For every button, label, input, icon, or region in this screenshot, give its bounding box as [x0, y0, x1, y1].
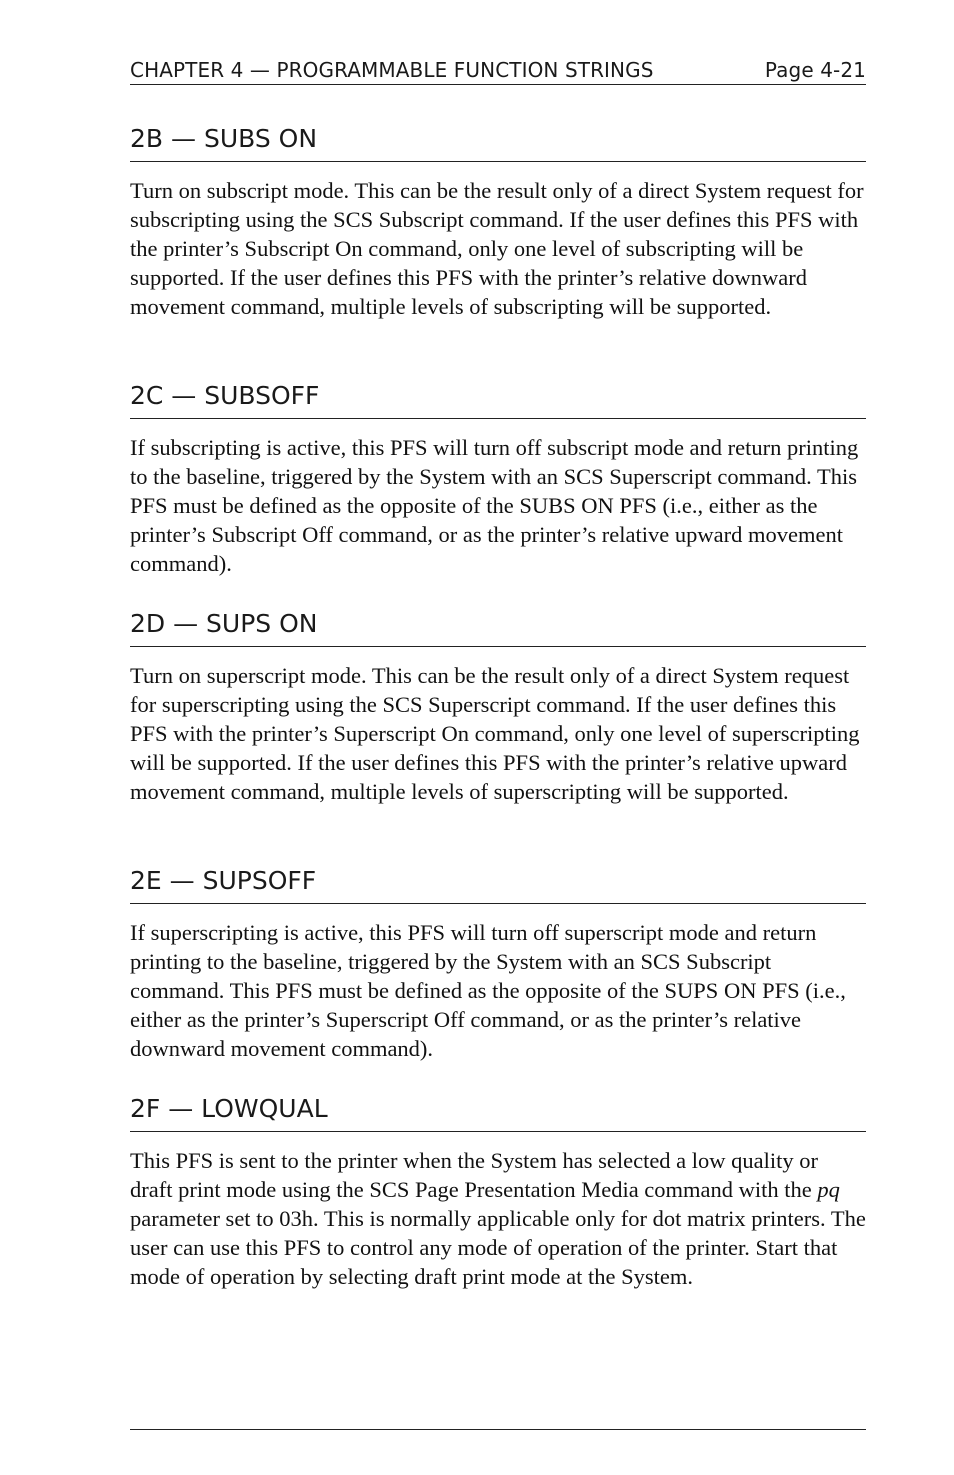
- section-2e: [130, 866, 866, 1063]
- footer-rule: [130, 1429, 866, 1430]
- running-header: [130, 58, 866, 85]
- section-2f: [130, 1094, 866, 1291]
- section-heading: 2F — LOWQUAL: [130, 1094, 866, 1132]
- body-text: This PFS is sent to the printer when the System has selected a low quality or draft print mode using the SCS Page Presentation Media command with the: [130, 1148, 819, 1202]
- parameter-name: pq: [817, 1177, 840, 1202]
- section-body: [130, 1146, 866, 1291]
- section-2b: [130, 124, 866, 321]
- section-body: Turn on superscript mode. This can be the result only of a direct System request for superscripting using the SCS Superscript command. If the user defines this PFS with the printer’s Superscript On command, only one level of superscripting will be supported. If the user defines this PFS with the printer’s relative upward movement command, multiple levels of superscripting will be supported.: [130, 663, 860, 804]
- section-body: If subscripting is active, this PFS will turn off subscript mode and return printing to the baseline, triggered by the System with an SCS Superscript command. This PFS must be defined as the opposite of the SUBS ON PFS (i.e., either as the printer’s Subscript Off command, or as the printer’s relative upward movement command).: [130, 435, 859, 576]
- body-text: parameter set to 03h. This is normally applicable only for dot matrix printers. The user can use this PFS to control any mode of operation of the printer. Start that mode of operation by selecting draft print mode at the System.: [130, 1206, 866, 1289]
- section-body: Turn on subscript mode. This can be the result only of a direct System request for subscripting using the SCS Subscript command. If the user defines this PFS with the printer’s Subscript On command, only one level of subscripting will be supported. If the user defines this PFS with the printer’s relative downward movement command, multiple levels of subscripting will be supported.: [130, 178, 864, 319]
- section-heading: 2D — SUPS ON: [130, 609, 866, 647]
- section-heading: 2B — SUBS ON: [130, 124, 866, 162]
- section-heading: 2C — SUBSOFF: [130, 381, 866, 419]
- page-number: Page 4-21: [764, 58, 866, 82]
- section-body: If superscripting is active, this PFS will turn off superscript mode and return printing to the baseline, triggered by the System with an SCS Subscript command. This PFS must be defined as the opposite of the SUPS ON PFS (i.e., either as the printer’s Superscript Off command, or as the printer’s relative downward movement command).: [130, 920, 846, 1061]
- section-2c: [130, 381, 866, 578]
- section-heading: 2E — SUPSOFF: [130, 866, 866, 904]
- section-2d: [130, 609, 866, 806]
- chapter-title: CHAPTER 4 — PROGRAMMABLE FUNCTION STRINGS: [130, 58, 654, 82]
